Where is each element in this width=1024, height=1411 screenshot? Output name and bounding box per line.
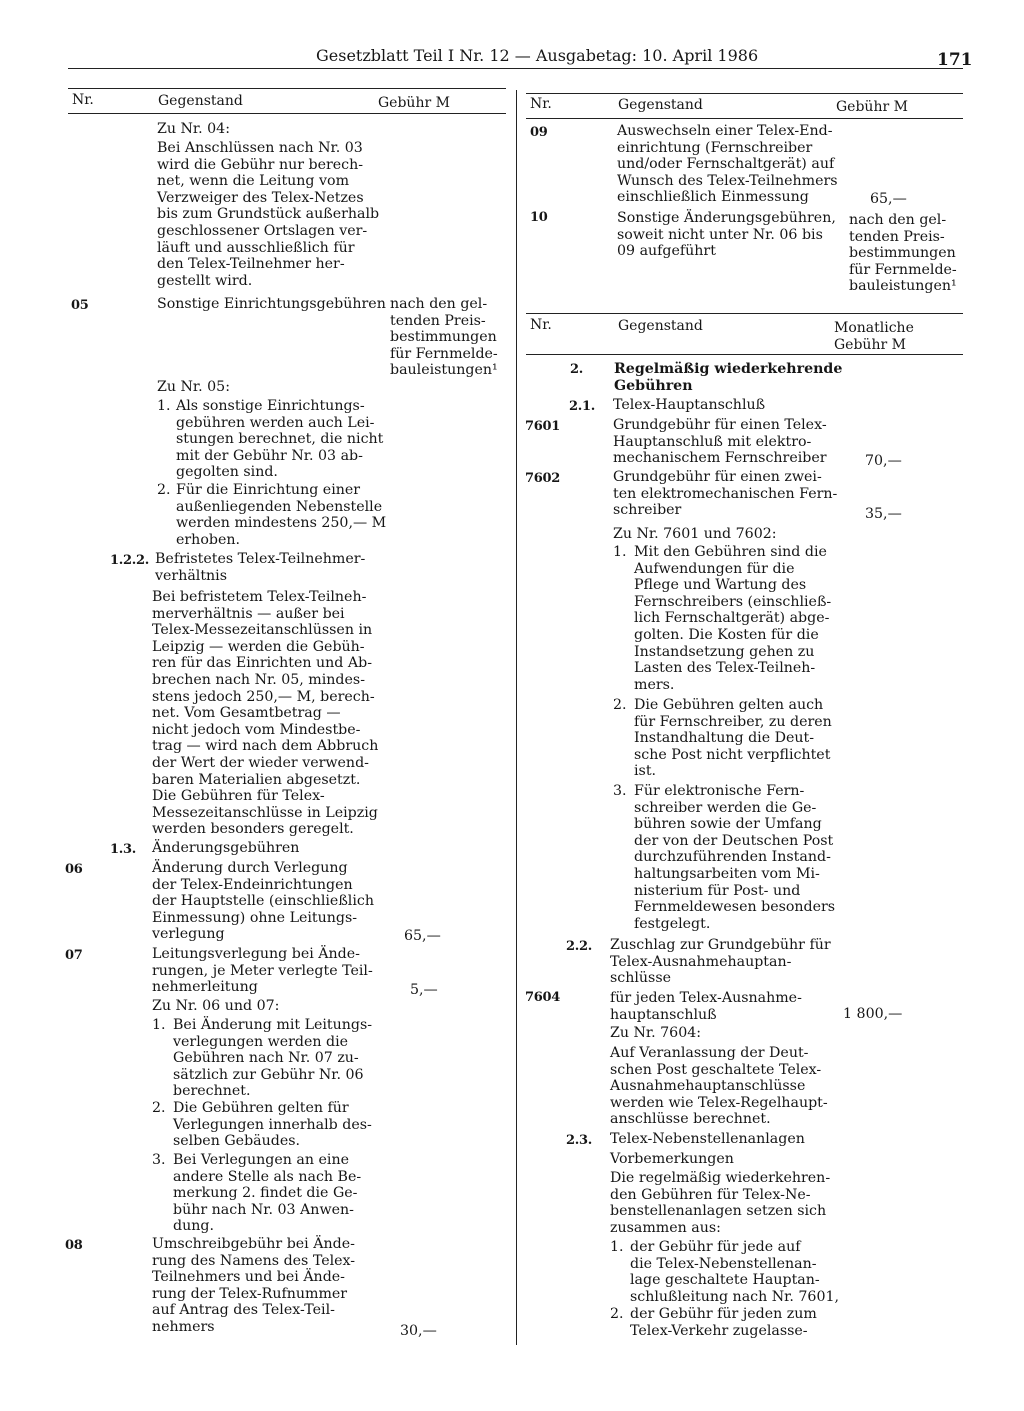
- item-nr-7604: 7604: [525, 990, 560, 1005]
- item-06-text: Änderung durch Verlegung der Telex-Endeinrichtungen der Hauptstelle (einschließlich Einmessung) ohne Leitungs- verlegung: [152, 860, 374, 943]
- item-nr-10: 10: [530, 210, 548, 225]
- note-zu-06-07-p3-num: 3.: [152, 1152, 166, 1168]
- item-nr-07: 07: [65, 948, 83, 963]
- section-2-3-title: Telex-Nebenstellenanlagen: [610, 1131, 805, 1147]
- item-07-text: Leitungsverlegung bei Ände- rungen, je Meter verlegte Teil- nehmerleitung: [152, 946, 373, 996]
- item-10-fee: nach den gel- tenden Preis- bestimmungen für Fernmelde- bauleistungen¹: [849, 212, 957, 295]
- section-1-2-2-body: Bei befristetem Telex-Teilneh- merverhältnis — außer bei Telex-Messezeitanschlüssen in Leipzig — werden die Gebüh- ren für das Einrichten und Ab- brechen nach Nr. 05, mindes- stens jedoch 250,— M, berech- net. Vom Gesamtbetrag — nicht jedoch vom Mindestbe- trag — wird nach dem Abbruch der Wert der wieder verwend- baren Materialien abgesetzt. Die Gebühren für Telex- Messezeitanschlüsse in Leipzig werden besonders geregelt.: [152, 589, 379, 838]
- section-nr-2: 2.: [570, 362, 583, 377]
- section-1-2-2-title: Befristetes Telex-Teilnehmer- verhältnis: [155, 551, 366, 584]
- note-zu-7604-text: Auf Veranlassung der Deut- schen Post geschaltete Telex- Ausnahmehauptanschlüsse werden wie Telex-Regelhaupt- anschlüsse berechnet.: [610, 1045, 828, 1128]
- section-nr-1-2-2: 1.2.2.: [110, 553, 149, 568]
- note-zu-7601-7602-p1-num: 1.: [613, 544, 627, 560]
- section-nr-2-1: 2.1.: [569, 399, 595, 414]
- left-col-gebuehr-header: Gebühr M: [378, 95, 450, 111]
- item-7602-fee: 35,—: [865, 506, 902, 522]
- left-col-nr-header: Nr.: [72, 92, 94, 108]
- item-nr-06: 06: [65, 862, 83, 877]
- right-col-gegenstand-header: Gegenstand: [618, 97, 703, 113]
- running-title: Gesetzblatt Teil I Nr. 12 — Ausgabetag: 10. April 1986: [316, 46, 759, 65]
- item-nr-08: 08: [65, 1238, 83, 1253]
- note-zu-06-07-p1: Bei Änderung mit Leitungs- verlegungen werden die Gebühren nach Nr. 07 zu- sätzlich zur Gebühr Nr. 06 berechnet.: [173, 1017, 373, 1100]
- section-nr-1-3: 1.3.: [110, 842, 136, 857]
- note-zu-05-heading: Zu Nr. 05:: [157, 379, 230, 395]
- item-08-text: Umschreibgebühr bei Ände- rung des Namens des Telex- Teilnehmers und bei Ände- rung der Telex-Rufnummer auf Antrag des Telex-Teil- nehmers: [152, 1236, 356, 1335]
- note-zu-7601-7602-p1: Mit den Gebühren sind die Aufwendungen für die Pflege und Wartung des Fernschreibers (einschließ- lich Fernschaltgerät) abge- golten. Die Kosten für die Instandsetzung gehen zu Lasten des Telex-Teilneh- mers.: [634, 544, 832, 693]
- note-zu-7601-7602-p2: Die Gebühren gelten auch für Fernschreiber, zu deren Instandhaltung die Deut- sche Post nicht verpflichtet ist.: [634, 697, 832, 780]
- column-divider: [516, 90, 517, 1345]
- note-zu-05-p2: Für die Einrichtung einer außenliegenden Nebenstelle werden mindestens 250,— M erhoben.: [176, 482, 387, 548]
- note-zu-7601-7602-p2-num: 2.: [613, 697, 627, 713]
- section-2-3-p2-num: 2.: [610, 1306, 624, 1322]
- left-col-gegenstand-header: Gegenstand: [158, 93, 243, 109]
- right-col-gebuehr-header: Gebühr M: [836, 99, 908, 115]
- page-number: 171: [937, 50, 973, 70]
- item-7604-text: für jeden Telex-Ausnahme- hauptanschluß: [610, 990, 802, 1023]
- section-2-1-title: Telex-Hauptanschluß: [613, 397, 766, 413]
- item-05-fee: nach den gel- tenden Preis- bestimmungen für Fernmelde- bauleistungen¹: [390, 296, 498, 379]
- item-7601-text: Grundgebühr für einen Telex- Hauptanschluß mit elektro- mechanischem Fernschreiber: [613, 417, 827, 467]
- item-7602-text: Grundgebühr für einen zwei- ten elektromechanischen Fern- schreiber: [613, 469, 838, 519]
- section-2-3-p1: der Gebühr für jede auf die Telex-Nebenstellenan- lage geschaltete Hauptan- schlußleitung nach Nr. 7601,: [630, 1239, 840, 1305]
- note-zu-04-text: Bei Anschlüssen nach Nr. 03 wird die Gebühr nur berech- net, wenn die Leitung vom Verzweiger des Telex-Netzes bis zum Grundstück außerhalb geschlossener Ortslagen ver- läuft und ausschließlich für den Telex-Teilnehmer her- gestellt wird.: [157, 140, 380, 289]
- section-2-title: Regelmäßig wiederkehrende Gebühren: [614, 361, 843, 394]
- item-06-fee: 65,—: [404, 928, 441, 944]
- item-05-text: Sonstige Einrichtungsgebühren: [157, 296, 386, 312]
- right-col-nr-header: Nr.: [530, 96, 552, 112]
- item-nr-7602: 7602: [525, 471, 560, 486]
- section-2-3-p1-num: 1.: [610, 1239, 624, 1255]
- item-08-fee: 30,—: [400, 1323, 437, 1339]
- section-2-2-title: Zuschlag zur Grundgebühr für Telex-Ausnahmehauptan- schlüsse: [610, 937, 831, 987]
- section-1-3-title: Änderungsgebühren: [152, 840, 300, 856]
- item-09-text: Auswechseln einer Telex-End- einrichtung (Fernschreiber und/oder Fernschaltgerät) auf Wunsch des Telex-Teilnehmers einschließlich Einmessung: [617, 123, 838, 206]
- item-nr-05: 05: [71, 298, 89, 313]
- right-table-top-rule: [526, 93, 963, 94]
- item-7604-fee: 1 800,—: [843, 1006, 903, 1022]
- item-7601-fee: 70,—: [865, 453, 902, 469]
- note-zu-04-heading: Zu Nr. 04:: [157, 121, 230, 137]
- table2-col-gegenstand-header: Gegenstand: [618, 318, 703, 334]
- note-zu-7604-heading: Zu Nr. 7604:: [610, 1025, 702, 1041]
- section-2-3-subtitle: Vorbemerkungen: [610, 1151, 734, 1167]
- left-table-header-rule: [68, 113, 506, 114]
- note-zu-7601-7602-heading: Zu Nr. 7601 und 7602:: [613, 526, 777, 542]
- table2-top-rule: [526, 313, 963, 314]
- note-zu-7601-7602-p3-num: 3.: [613, 783, 627, 799]
- item-10-text: Sonstige Änderungsgebühren, soweit nicht unter Nr. 06 bis 09 aufgeführt: [617, 210, 836, 260]
- note-zu-06-07-p2-num: 2.: [152, 1100, 166, 1116]
- note-zu-06-07-p1-num: 1.: [152, 1017, 166, 1033]
- note-zu-7601-7602-p3: Für elektronische Fern- schreiber werden die Ge- bühren sowie der Umfang der von der Deutschen Post durchzuführenden Instand- haltungsarbeiten vom Mi- nisterium für Post- und Fernmeldewesen besonders festgelegt.: [634, 783, 836, 932]
- right-table-header-rule: [526, 118, 963, 119]
- table2-col-gebuehr-header: Monatliche Gebühr M: [834, 320, 914, 353]
- item-09-fee: 65,—: [870, 191, 907, 207]
- section-nr-2-3: 2.3.: [566, 1133, 592, 1148]
- table2-col-nr-header: Nr.: [530, 317, 552, 333]
- table2-header-rule: [526, 354, 963, 355]
- section-2-3-p2: der Gebühr für jeden zum Telex-Verkehr zugelasse-: [630, 1306, 817, 1339]
- item-nr-7601: 7601: [525, 419, 560, 434]
- section-nr-2-2: 2.2.: [566, 939, 592, 954]
- note-zu-05-p1-num: 1.: [157, 398, 171, 414]
- note-zu-06-07-p2: Die Gebühren gelten für Verlegungen innerhalb des- selben Gebäudes.: [173, 1100, 372, 1150]
- note-zu-06-07-heading: Zu Nr. 06 und 07:: [152, 998, 280, 1014]
- section-2-3-intro: Die regelmäßig wiederkehren- den Gebühren für Telex-Ne- benstellenanlagen setzen sich zusammen aus:: [610, 1170, 831, 1236]
- item-07-fee: 5,—: [410, 982, 438, 998]
- note-zu-06-07-p3: Bei Verlegungen an eine andere Stelle als nach Be- merkung 2. findet die Ge- bühr nach Nr. 03 Anwen- dung.: [173, 1152, 362, 1235]
- left-table-top-rule: [68, 88, 506, 89]
- note-zu-05-p2-num: 2.: [157, 482, 171, 498]
- item-nr-09: 09: [530, 125, 548, 140]
- header-rule: [68, 68, 963, 69]
- note-zu-05-p1: Als sonstige Einrichtungs- gebühren werden auch Lei- stungen berechnet, die nicht mit der Gebühr Nr. 03 ab- gegolten sind.: [176, 398, 384, 481]
